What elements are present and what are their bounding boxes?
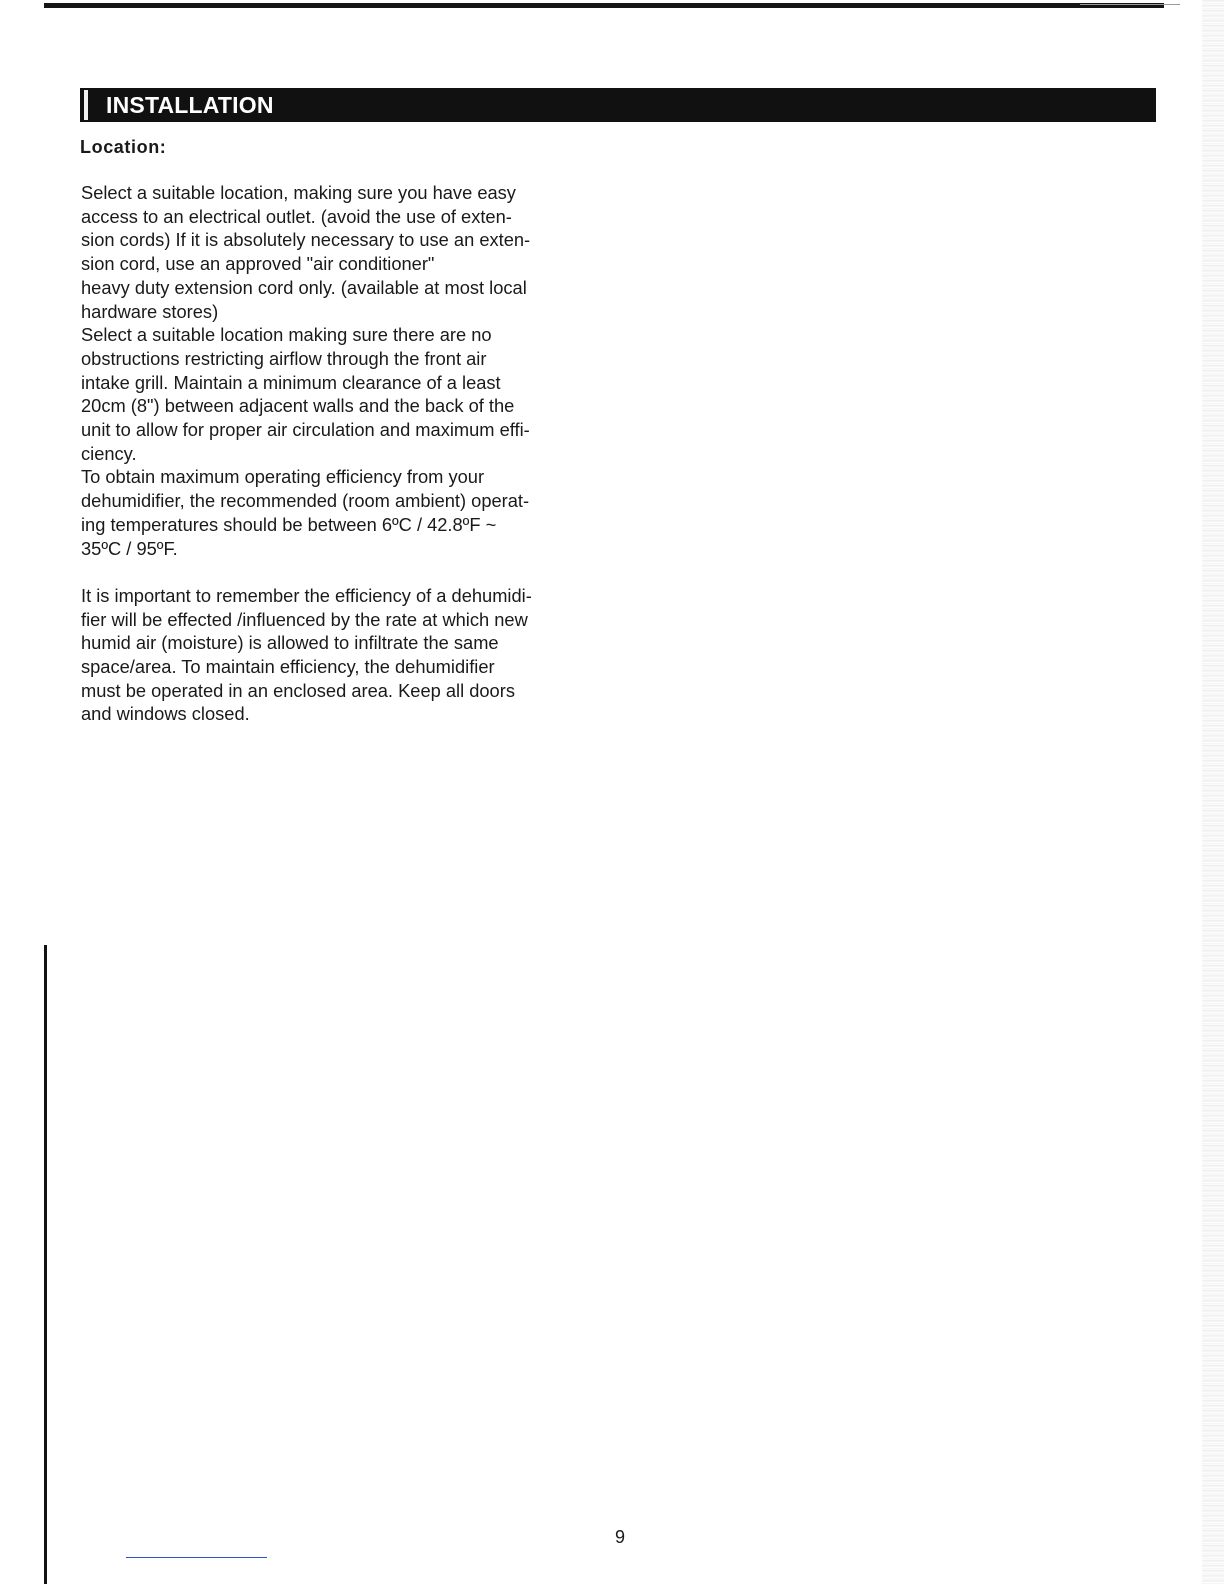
- paragraph-line: must be operated in an enclosed area. Keep all doors: [81, 679, 515, 701]
- section-header-bar: [80, 88, 1156, 122]
- footer-rule: [126, 1557, 267, 1558]
- paragraph-gap: [81, 560, 601, 584]
- paragraph-line: fier will be effected /influenced by the rate at which new: [81, 608, 528, 630]
- paragraph-line: sion cords) If it is absolutely necessary to use an exten-: [81, 229, 531, 251]
- left-margin-bar: [44, 945, 47, 1584]
- paragraph-line: ing temperatures should be between 6ºC / 42.8ºF ~: [81, 513, 497, 535]
- top-rule: [44, 3, 1164, 8]
- paragraph-line: and windows closed.: [81, 703, 250, 725]
- paragraph-line: dehumidifier, the recommended (room ambient) operat-: [81, 490, 530, 512]
- paragraph-line: space/area. To maintain efficiency, the dehumidifier: [81, 656, 495, 678]
- page-number: 9: [615, 1527, 626, 1547]
- paragraph-line: access to an electrical outlet. (avoid the use of exten-: [81, 205, 512, 227]
- top-rule-extension: [1080, 4, 1180, 5]
- paragraph-line: ciency.: [81, 442, 137, 464]
- paragraph-line: sion cord, use an approved "air conditioner": [81, 253, 435, 275]
- scan-edge-texture: [1202, 0, 1224, 1584]
- section-title: INSTALLATION: [106, 91, 274, 118]
- paragraph-line: 20cm (8") between adjacent walls and the back of the: [81, 395, 515, 417]
- location-body: [81, 181, 601, 726]
- location-heading: Location:: [80, 137, 167, 157]
- header-tick: [84, 90, 88, 120]
- paragraph-line: hardware stores): [81, 300, 219, 322]
- paragraph-line: unit to allow for proper air circulation and maximum effi-: [81, 419, 530, 441]
- paragraph-line: obstructions restricting airflow through the front air: [81, 347, 487, 369]
- paragraph-line: humid air (moisture) is allowed to infiltrate the same: [81, 632, 499, 654]
- paragraph-line: 35ºC / 95ºF.: [81, 537, 178, 559]
- paragraph-line: intake grill. Maintain a minimum clearance of a least: [81, 371, 501, 393]
- paragraph-line: It is important to remember the efficiency of a dehumidi-: [81, 584, 532, 606]
- paragraph-line: Select a suitable location, making sure you have easy: [81, 182, 516, 203]
- paragraph-line: To obtain maximum operating efficiency from your: [81, 466, 485, 488]
- paragraph-line: heavy duty extension cord only. (available at most local: [81, 276, 527, 298]
- paragraph-line: Select a suitable location making sure there are no: [81, 324, 492, 346]
